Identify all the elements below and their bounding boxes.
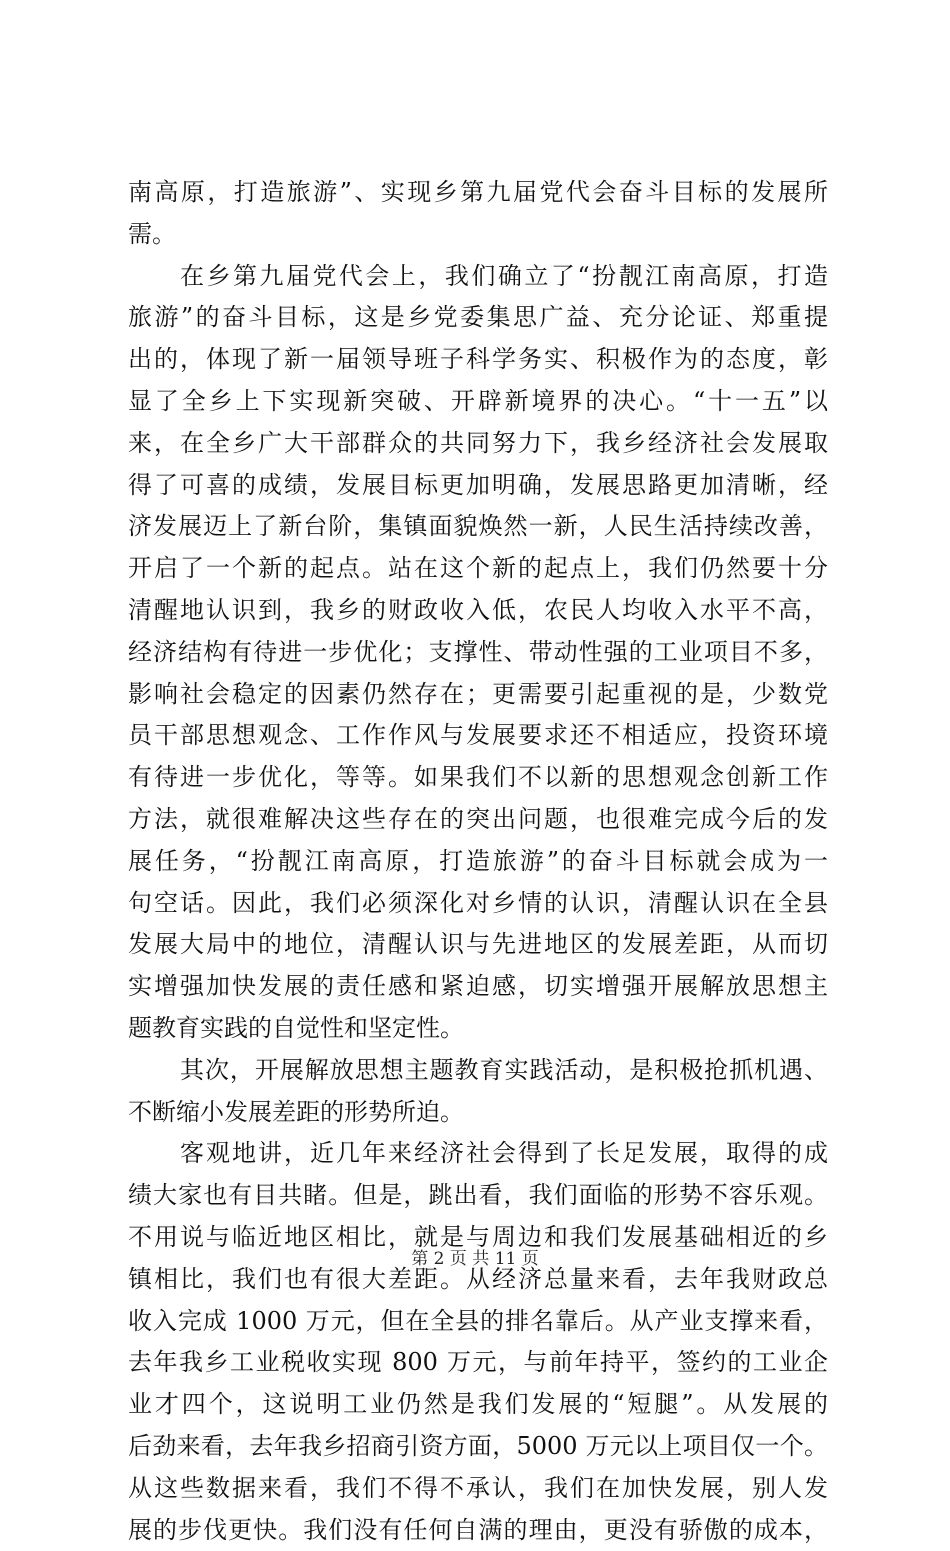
text-line: 开启了一个新的起点。站在这个新的起点上，我们仍然要十分 (128, 548, 828, 590)
text-line: 需。 (128, 214, 828, 256)
text-line: 来，在全乡广大干部群众的共同努力下，我乡经济社会发展取 (128, 423, 828, 465)
text-line: 业才四个，这说明工业仍然是我们发展的“短腿”。从发展的 (128, 1384, 828, 1426)
text-line: 方法，就很难解决这些存在的突出问题，也很难完成今后的发 (128, 799, 828, 841)
text-line: 影响社会稳定的因素仍然存在；更需要引起重视的是，少数党 (128, 674, 828, 716)
text-line: 清醒地认识到，我乡的财政收入低，农民人均收入水平不高， (128, 590, 828, 632)
text-line: 客观地讲，近几年来经济社会得到了长足发展，取得的成 (128, 1133, 828, 1175)
text-line: 实增强加快发展的责任感和紧迫感，切实增强开展解放思想主 (128, 966, 828, 1008)
text-line: 镇相比，我们也有很大差距。从经济总量来看，去年我财政总 (128, 1259, 828, 1301)
text-line: 不用说与临近地区相比，就是与周边和我们发展基础相近的乡 (128, 1217, 828, 1259)
text-line: 收入完成 1000 万元，但在全县的排名靠后。从产业支撑来看， (128, 1301, 828, 1343)
text-line: 展的步伐更快。我们没有任何自满的理由，更没有骄傲的成本， (128, 1510, 828, 1551)
text-line: 旅游”的奋斗目标，这是乡党委集思广益、充分论证、郑重提 (128, 297, 828, 339)
text-line: 在乡第九届党代会上，我们确立了“扮靓江南高原，打造 (128, 256, 828, 298)
text-line: 显了全乡上下实现新突破、开辟新境界的决心。“十一五”以 (128, 381, 828, 423)
text-line: 从这些数据来看，我们不得不承认，我们在加快发展，别人发 (128, 1468, 828, 1510)
document-body (128, 172, 828, 1551)
text-line: 员干部思想观念、工作作风与发展要求还不相适应，投资环境 (128, 715, 828, 757)
page-number-footer: 第 2 页 共 11 页 (0, 1244, 950, 1269)
text-line: 不断缩小发展差距的形势所迫。 (128, 1092, 828, 1134)
text-line: 得了可喜的成绩，发展目标更加明确，发展思路更加清晰，经 (128, 465, 828, 507)
text-line: 其次，开展解放思想主题教育实践活动，是积极抢抓机遇、 (128, 1050, 828, 1092)
text-line: 绩大家也有目共睹。但是，跳出看，我们面临的形势不容乐观。 (128, 1175, 828, 1217)
text-line: 后劲来看，去年我乡招商引资方面，5000 万元以上项目仅一个。 (128, 1426, 828, 1468)
text-line: 句空话。因此，我们必须深化对乡情的认识，清醒认识在全县 (128, 883, 828, 925)
text-line: 出的，体现了新一届领导班子科学务实、积极作为的态度，彰 (128, 339, 828, 381)
text-line: 去年我乡工业税收实现 800 万元，与前年持平，签约的工业企 (128, 1342, 828, 1384)
text-line: 展任务，“扮靓江南高原，打造旅游”的奋斗目标就会成为一 (128, 841, 828, 883)
text-line: 济发展迈上了新台阶，集镇面貌焕然一新，人民生活持续改善， (128, 506, 828, 548)
text-line: 南高原，打造旅游”、实现乡第九届党代会奋斗目标的发展所 (128, 172, 828, 214)
text-line: 发展大局中的地位，清醒认识与先进地区的发展差距，从而切 (128, 924, 828, 966)
text-line: 题教育实践的自觉性和坚定性。 (128, 1008, 828, 1050)
text-line: 经济结构有待进一步优化；支撑性、带动性强的工业项目不多， (128, 632, 828, 674)
text-line: 有待进一步优化，等等。如果我们不以新的思想观念创新工作 (128, 757, 828, 799)
